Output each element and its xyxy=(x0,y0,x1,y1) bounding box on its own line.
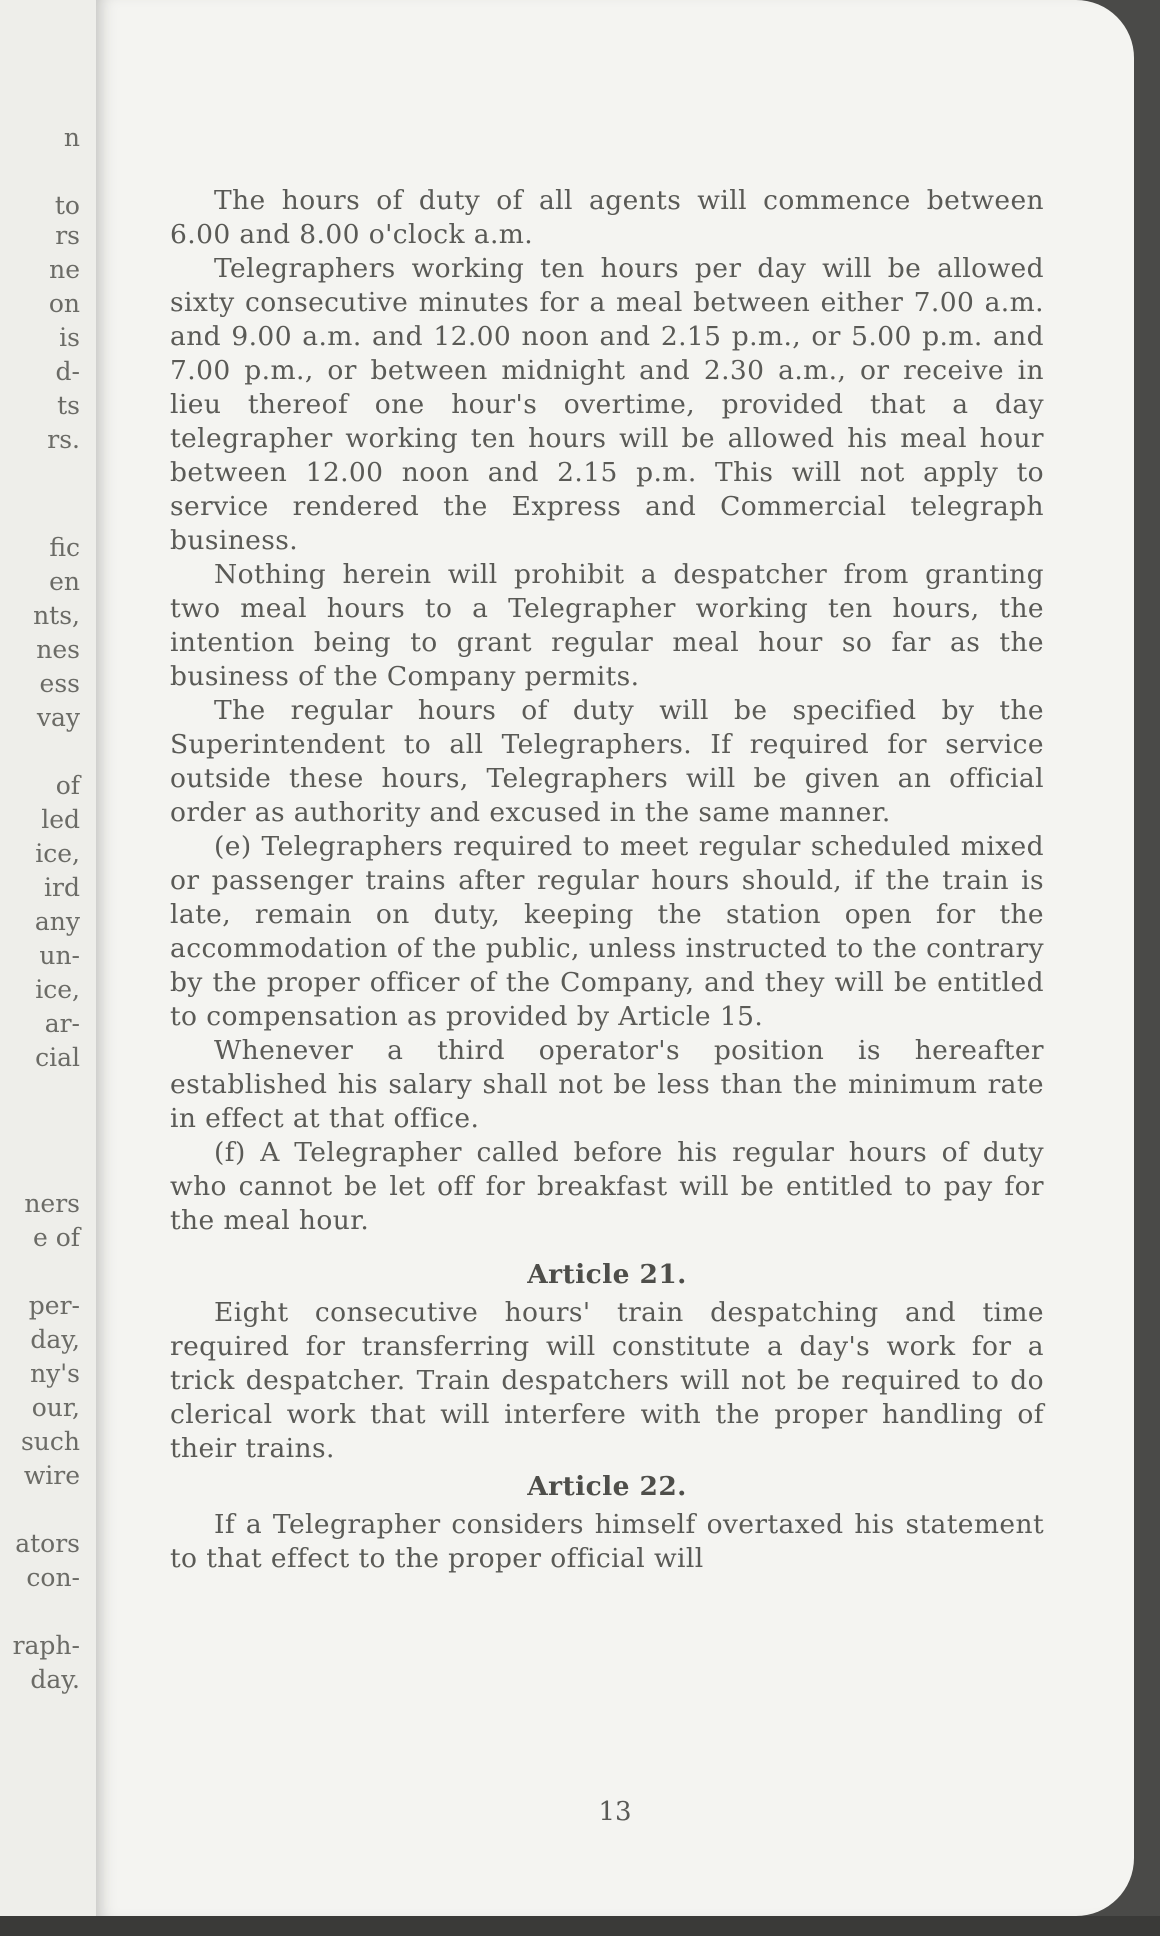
facing-page-fragment: un- xyxy=(39,941,80,970)
paragraph-third-operator: Whenever a third operator's position is hereafter established his salary shall not be less than the minimum rate in effect at that office. xyxy=(170,1035,1044,1134)
page-number: 13 xyxy=(598,1797,632,1827)
paragraph-regular-hours: The regular hours of duty will be specified by the Superintendent to all Telegraphers. If required for service outside these hours, Telegraphers will be given an official order as authority and excused in the same manner. xyxy=(170,695,1044,828)
paragraph-train-despatching: Eight consecutive hours' train despatching and time required for transferring will constitute a day's work for a trick despatcher. Train despatchers will not be required to do clerical work that will interfere with the proper handling of their trains. xyxy=(170,1297,1044,1464)
facing-page-fragment: en xyxy=(49,567,80,596)
facing-page-fragment: ners xyxy=(24,1189,80,1218)
facing-page-fragment: led xyxy=(41,805,80,834)
facing-page-fragment: cial xyxy=(35,1043,80,1072)
facing-page-fragment: con- xyxy=(26,1563,80,1592)
facing-page-fragment: ar- xyxy=(44,1009,80,1038)
facing-page-fragment: nts, xyxy=(33,601,80,630)
facing-page-fragment: e of xyxy=(32,1223,80,1252)
article-22-heading: Article 22. xyxy=(527,1471,687,1502)
paragraph-section-f: (f) A Telegrapher called before his regular hours of duty who cannot be let off for breakfast will be entitled to pay for the meal hour. xyxy=(170,1137,1044,1236)
facing-page-fragment: to xyxy=(54,191,80,220)
paragraph-despatcher-meal-hours: Nothing herein will prohibit a despatcher from granting two meal hours to a Telegrapher working ten hours, the intention being to grant regular meal hour so far as the business of the Company permits. xyxy=(170,559,1044,692)
facing-page-fragment: ice, xyxy=(35,839,80,868)
facing-page-fragment: ice, xyxy=(35,975,80,1004)
facing-page-fragment: ird xyxy=(44,873,80,902)
facing-page-fragment: ess xyxy=(39,669,80,698)
facing-page-fragment: such xyxy=(20,1427,80,1456)
bottom-shadow xyxy=(0,1916,1160,1936)
paragraph-agents-hours: The hours of duty of all agents will commence between 6.00 and 8.00 o'clock a.m. xyxy=(170,185,1044,250)
page-body xyxy=(170,184,1044,1576)
facing-page-fragment: vay xyxy=(36,703,80,732)
facing-page-fragment: nes xyxy=(36,635,80,664)
book-page xyxy=(96,0,1134,1916)
facing-page-fragment: rs. xyxy=(47,425,80,454)
facing-page-fragment: raph- xyxy=(12,1631,80,1660)
facing-page-fragment: is xyxy=(59,323,80,352)
facing-page-fragment: ny's xyxy=(30,1359,80,1388)
paragraph-overtaxed: If a Telegrapher considers himself overtaxed his statement to that effect to the proper official will xyxy=(170,1509,1044,1574)
paragraph-meal-minutes: Telegraphers working ten hours per day will be allowed sixty consecutive minutes for a meal between either 7.00 a.m. and 9.00 a.m. and 12.00 noon and 2.15 p.m., or 5.00 p.m. and 7.00 p.m., or between midnight and 2.30 a.m., or receive in lieu thereof one hour's overtime, provided that a day telegrapher working ten hours will be allowed his meal hour between 12.00 noon and 2.15 p.m. This will not apply to service rendered the Express and Commercial telegraph business. xyxy=(170,253,1044,556)
facing-page-fragment: n xyxy=(63,123,80,152)
facing-page-fragment: ne xyxy=(49,255,80,284)
facing-page-fragment: our, xyxy=(31,1393,80,1422)
facing-page-fragment: fic xyxy=(49,533,80,562)
article-21-heading: Article 21. xyxy=(527,1259,687,1290)
facing-page-fragment: on xyxy=(48,289,80,318)
facing-page-fragment: d- xyxy=(55,357,80,386)
facing-page-fragment: day. xyxy=(30,1665,80,1694)
facing-page-fragment: per- xyxy=(28,1291,80,1320)
facing-page-fragment: rs xyxy=(55,221,80,250)
facing-page-fragment: day, xyxy=(30,1325,80,1354)
facing-page-fragment: of xyxy=(55,771,80,800)
paragraph-section-e: (e) Telegraphers required to meet regular scheduled mixed or passenger trains after regular hours should, if the train is late, remain on duty, keeping the station open for the accommodation of the public, unless instructed to the contrary by the proper officer of the Company, and they will be entitled to compensation as provided by Article 15. xyxy=(170,831,1044,1032)
facing-page-fragment: ts xyxy=(57,391,80,420)
facing-page-fragment: any xyxy=(34,907,80,936)
facing-page-edge xyxy=(0,0,98,1916)
facing-page-fragment: ators xyxy=(15,1529,80,1558)
facing-page-fragment: wire xyxy=(23,1461,80,1490)
